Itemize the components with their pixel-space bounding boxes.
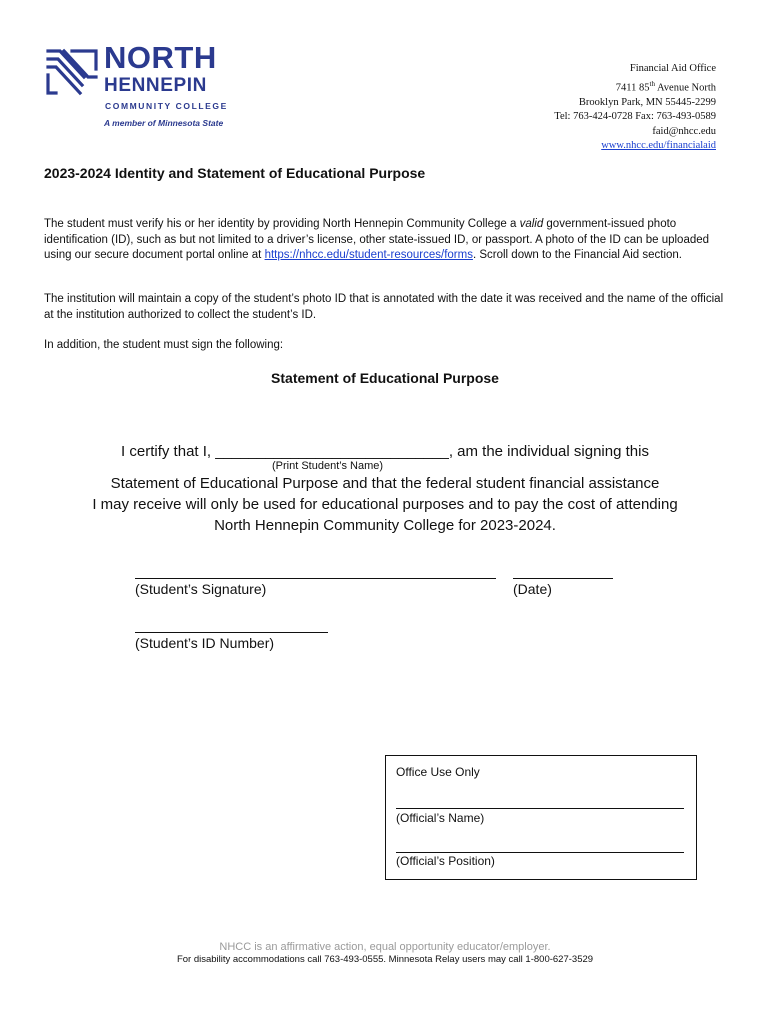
official-name-label: (Official’s Name) [396, 811, 485, 825]
logo-tagline: A member of Minnesota State [104, 118, 224, 128]
date-line[interactable] [513, 578, 613, 579]
statement-heading: Statement of Educational Purpose [271, 370, 499, 386]
student-id-line[interactable] [135, 632, 328, 633]
office-street [554, 77, 716, 96]
student-signature-label: (Student’s Signature) [135, 581, 267, 597]
logo-hennepin-text: HENNEPIN [104, 75, 207, 96]
intro-paragraph-3: In addition, the student must sign the following: [44, 339, 284, 351]
logo-community-college-text: COMMUNITY COLLEGE [105, 101, 228, 111]
official-name-line[interactable] [396, 808, 684, 809]
office-email[interactable]: faid@nhcc.edu [652, 125, 716, 137]
intro-p1-text-c: . Scroll down to the Financial Aid section. [472, 249, 682, 261]
college-logo [44, 40, 244, 135]
intro-paragraph-2: The institution will maintain a copy of the student’s photo ID that is annotated with the date it was received and the name of the official at the institution authorized to collect the student’s ID. [44, 293, 724, 321]
student-id-label: (Student’s ID Number) [135, 635, 275, 651]
date-label: (Date) [513, 581, 552, 597]
document-portal-link[interactable]: https://nhcc.edu/student-resources/forms [264, 249, 473, 261]
certify-line-3: I may receive will only be used for educational purposes and to pay the cost of attending [92, 496, 678, 513]
certify-text [0, 473, 770, 536]
intro-p1-italic: valid [519, 218, 544, 230]
logo-stripes-icon [44, 47, 100, 97]
document-title: 2023-2024 Identity and Statement of Educational Purpose [44, 165, 426, 181]
footer-accommodations: For disability accommodations call 763-493-0555. Minnesota Relay users may call 1-800-627-3529 [176, 954, 594, 965]
office-phone: Tel: 763-424-0728 Fax: 763-493-0589 [554, 111, 716, 122]
logo-north-text: NORTH [104, 40, 217, 75]
certify-line-1: I certify that I, ____________________________, am the individual signing this [121, 443, 649, 460]
intro-p1-text-a: The student must verify his or her identity by providing North Hennepin Community College a [44, 218, 520, 230]
office-website-link[interactable]: www.nhcc.edu/financialaid [601, 140, 716, 151]
office-use-box [385, 755, 697, 880]
official-position-line[interactable] [396, 852, 684, 853]
print-name-label: (Print Student’s Name) [272, 460, 384, 472]
certify-line-4: North Hennepin Community College for 2023-2024. [214, 517, 556, 534]
student-signature-line[interactable] [135, 578, 496, 579]
office-use-heading: Office Use Only [396, 765, 480, 779]
office-name: Financial Aid Office [629, 63, 716, 74]
official-position-label: (Official’s Position) [396, 854, 495, 868]
street-suffix: th [649, 79, 655, 88]
footer-eeo-statement: NHCC is an affirmative action, equal opportunity educator/employer. [219, 941, 551, 953]
street-rest: Avenue North [654, 82, 716, 93]
intro-p1-text-b: government-issued photo identification (ID), such as but not limited to a driver’s license, other state-issued ID, or passport. A photo of the ID can be uploaded using our secure document portal online at [44, 218, 710, 261]
certify-line-2: Statement of Educational Purpose and that the federal student financial assistance [110, 475, 660, 492]
office-city: Brooklyn Park, MN 55445-2299 [578, 96, 716, 108]
office-address-block [554, 62, 716, 154]
street-number: 7411 85 [615, 82, 650, 93]
intro-paragraph-1 [44, 217, 724, 264]
